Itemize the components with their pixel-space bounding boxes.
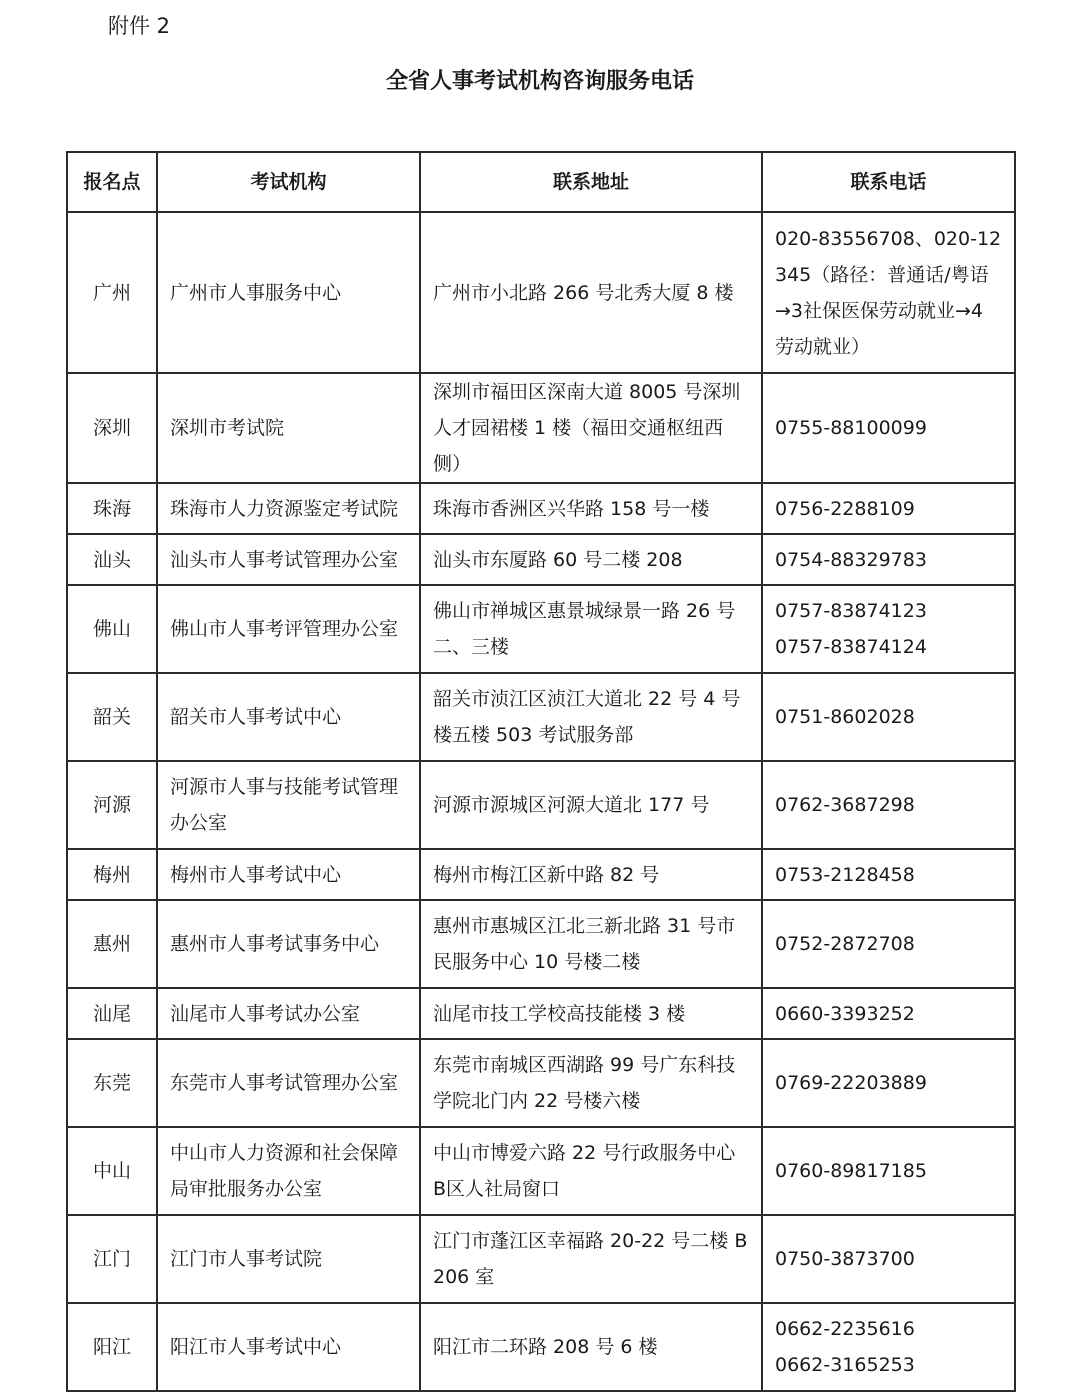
table-row	[67, 585, 1015, 673]
phone-number: 0756-2288109	[775, 497, 915, 520]
city-cell: 江门	[67, 1215, 157, 1303]
table-row	[67, 1215, 1015, 1303]
phone-number: 0760-89817185	[775, 1160, 927, 1182]
address-cell: 阳江市二环路 208 号 6 楼	[420, 1303, 762, 1391]
address-cell: 惠州市惠城区江北三新北路 31 号市民服务中心 10 号楼二楼	[420, 900, 762, 988]
phone-number: 0769-22203889	[775, 1072, 927, 1094]
org-cell: 阳江市人事考试中心	[157, 1303, 420, 1391]
table-row	[67, 534, 1015, 585]
org-cell: 梅州市人事考试中心	[157, 849, 420, 900]
address-cell: 梅州市梅江区新中路 82 号	[420, 849, 762, 900]
phone-cell	[762, 534, 1015, 585]
phone-number: 0757-83874123	[775, 600, 927, 622]
org-cell: 中山市人力资源和社会保障局审批服务办公室	[157, 1127, 420, 1215]
table-row	[67, 849, 1015, 900]
table-row	[67, 761, 1015, 849]
phone-number: 020-83556708、020-12345（路径：普通话/粤语→3社保医保劳动就业→4 劳动就业）	[775, 227, 1002, 358]
phone-cell	[762, 1215, 1015, 1303]
phone-number: 0757-83874124	[775, 636, 927, 658]
org-cell: 江门市人事考试院	[157, 1215, 420, 1303]
address-cell: 珠海市香洲区兴华路 158 号一楼	[420, 483, 762, 534]
phone-number: 0662-3165253	[775, 1354, 915, 1376]
city-cell: 阳江	[67, 1303, 157, 1391]
phone-cell	[762, 849, 1015, 900]
city-cell: 中山	[67, 1127, 157, 1215]
header-address: 联系地址	[420, 152, 762, 212]
phone-number: 0752-2872708	[775, 933, 915, 955]
table-row	[67, 988, 1015, 1039]
attachment-label: 附件 2	[108, 14, 171, 38]
org-cell: 珠海市人力资源鉴定考试院	[157, 483, 420, 534]
city-cell: 梅州	[67, 849, 157, 900]
phone-number: 0762-3687298	[775, 794, 915, 816]
table-row	[67, 1303, 1015, 1391]
phone-number: 0755-88100099	[775, 417, 927, 439]
city-cell: 东莞	[67, 1039, 157, 1127]
address-cell: 深圳市福田区深南大道 8005 号深圳人才园裙楼 1 楼（福田交通枢纽西侧）	[420, 373, 762, 483]
phone-cell	[762, 1039, 1015, 1127]
city-cell: 广州	[67, 212, 157, 373]
phone-cell	[762, 761, 1015, 849]
phone-cell	[762, 673, 1015, 761]
city-cell: 佛山	[67, 585, 157, 673]
phone-cell	[762, 1303, 1015, 1391]
city-cell: 河源	[67, 761, 157, 849]
org-cell: 韶关市人事考试中心	[157, 673, 420, 761]
org-cell: 惠州市人事考试事务中心	[157, 900, 420, 988]
phone-number: 0750-3873700	[775, 1248, 915, 1270]
address-cell: 广州市小北路 266 号北秀大厦 8 楼	[420, 212, 762, 373]
phone-cell	[762, 1127, 1015, 1215]
org-cell: 广州市人事服务中心	[157, 212, 420, 373]
phone-number: 0751-8602028	[775, 706, 915, 728]
phone-cell	[762, 988, 1015, 1039]
table-header-row	[67, 152, 1015, 212]
header-city: 报名点	[67, 152, 157, 212]
phone-number: 0662-2235616	[775, 1318, 915, 1340]
org-cell: 汕尾市人事考试办公室	[157, 988, 420, 1039]
org-cell: 东莞市人事考试管理办公室	[157, 1039, 420, 1127]
address-cell: 韶关市浈江区浈江大道北 22 号 4 号楼五楼 503 考试服务部	[420, 673, 762, 761]
table-row	[67, 1039, 1015, 1127]
table-row	[67, 1127, 1015, 1215]
phone-number: 0660-3393252	[775, 1002, 915, 1025]
org-cell: 汕头市人事考试管理办公室	[157, 534, 420, 585]
table-row	[67, 673, 1015, 761]
org-cell: 河源市人事与技能考试管理办公室	[157, 761, 420, 849]
table-row	[67, 483, 1015, 534]
phone-number: 0753-2128458	[775, 863, 915, 886]
table-row	[67, 212, 1015, 373]
phone-cell	[762, 483, 1015, 534]
phone-cell	[762, 585, 1015, 673]
address-cell: 汕尾市技工学校高技能楼 3 楼	[420, 988, 762, 1039]
org-cell: 深圳市考试院	[157, 373, 420, 483]
city-cell: 韶关	[67, 673, 157, 761]
address-cell: 汕头市东厦路 60 号二楼 208	[420, 534, 762, 585]
city-cell: 汕尾	[67, 988, 157, 1039]
address-cell: 江门市蓬江区幸福路 20-22 号二楼 B206 室	[420, 1215, 762, 1303]
phone-cell	[762, 900, 1015, 988]
address-cell: 东莞市南城区西湖路 99 号广东科技学院北门内 22 号楼六楼	[420, 1039, 762, 1127]
phone-number: 0754-88329783	[775, 548, 927, 571]
header-org: 考试机构	[157, 152, 420, 212]
address-cell: 河源市源城区河源大道北 177 号	[420, 761, 762, 849]
phone-cell	[762, 212, 1015, 373]
city-cell: 珠海	[67, 483, 157, 534]
document-title: 全省人事考试机构咨询服务电话	[385, 69, 694, 94]
table-row	[67, 373, 1015, 483]
city-cell: 汕头	[67, 534, 157, 585]
phone-cell	[762, 373, 1015, 483]
header-phone: 联系电话	[762, 152, 1015, 212]
org-cell: 佛山市人事考评管理办公室	[157, 585, 420, 673]
address-cell: 佛山市禅城区惠景城绿景一路 26 号二、三楼	[420, 585, 762, 673]
address-cell: 中山市博爱六路 22 号行政服务中心 B区人社局窗口	[420, 1127, 762, 1215]
city-cell: 惠州	[67, 900, 157, 988]
table-row	[67, 900, 1015, 988]
city-cell: 深圳	[67, 373, 157, 483]
contacts-table	[66, 151, 1016, 1392]
